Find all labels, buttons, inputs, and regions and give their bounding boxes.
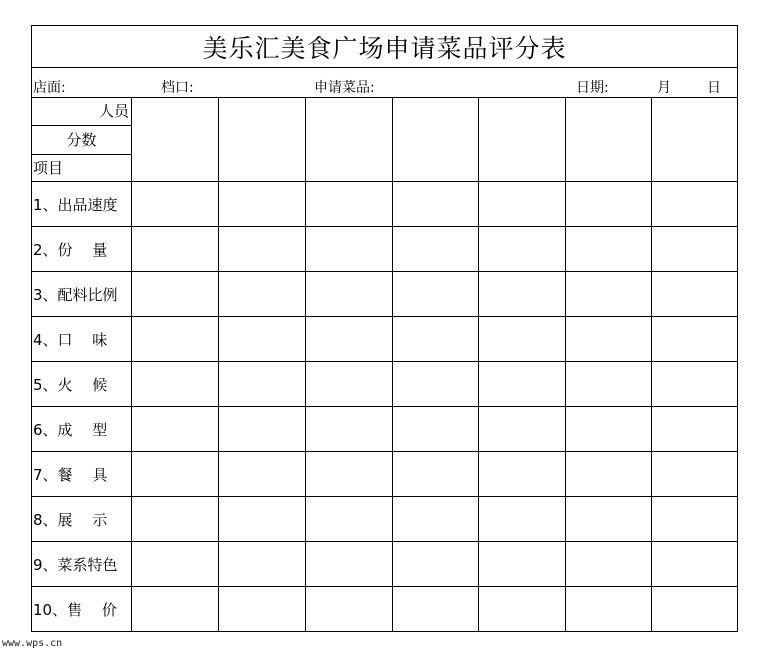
score-cell[interactable] [305,407,392,452]
score-cell[interactable] [131,227,218,272]
score-cell[interactable] [218,227,305,272]
score-cell[interactable] [131,497,218,542]
score-cell[interactable] [218,452,305,497]
score-sheet [31,25,738,665]
score-cell[interactable] [479,497,566,542]
score-cell[interactable] [479,587,566,632]
rater-cell[interactable] [652,98,738,182]
score-cell[interactable] [479,272,566,317]
score-cell[interactable] [218,497,305,542]
table-row [32,227,738,272]
rater-cell[interactable] [131,98,218,182]
table-row [32,272,738,317]
item-label: 10、售 价 [32,587,132,632]
score-cell[interactable] [392,587,479,632]
score-cell[interactable] [652,407,738,452]
score-cell[interactable] [392,542,479,587]
score-cell[interactable] [305,587,392,632]
score-cell[interactable] [566,317,652,362]
score-cell[interactable] [305,272,392,317]
score-cell[interactable] [652,317,738,362]
table-row [32,182,738,227]
item-label: 1、出品速度 [32,182,132,227]
score-cell[interactable] [566,542,652,587]
score-cell[interactable] [218,362,305,407]
score-cell[interactable] [652,452,738,497]
month-label: 月 [657,80,671,96]
score-cell[interactable] [652,272,738,317]
personnel-label: 人员 [32,98,131,126]
table-row [32,362,738,407]
score-cell[interactable] [479,227,566,272]
score-cell[interactable] [305,227,392,272]
item-label: 8、展 示 [32,497,132,542]
score-cell[interactable] [218,587,305,632]
score-cell[interactable] [131,452,218,497]
table-row [32,317,738,362]
score-cell[interactable] [479,317,566,362]
item-label: 3、配料比例 [32,272,132,317]
stall-label: 档口: [161,80,194,96]
score-cell[interactable] [131,587,218,632]
rater-cell[interactable] [305,98,392,182]
score-cell[interactable] [218,542,305,587]
table-row [32,407,738,452]
score-cell[interactable] [131,407,218,452]
info-row [31,67,738,98]
score-cell[interactable] [652,182,738,227]
score-cell[interactable] [218,182,305,227]
score-cell[interactable] [131,317,218,362]
score-cell[interactable] [652,497,738,542]
dish-label: 申请菜品: [314,80,375,96]
rater-cell[interactable] [218,98,305,182]
score-cell[interactable] [218,272,305,317]
score-cell[interactable] [566,272,652,317]
sheet-title: 美乐汇美食广场申请菜品评分表 [31,25,738,68]
diagonal-header-cell [32,98,132,182]
score-cell[interactable] [392,362,479,407]
score-cell[interactable] [131,542,218,587]
score-cell[interactable] [566,497,652,542]
score-cell[interactable] [566,362,652,407]
item-label: 项目 [33,159,64,177]
table-row [32,542,738,587]
table-row [32,497,738,542]
item-label: 5、火 候 [32,362,132,407]
score-table [31,97,738,632]
score-label: 分数 [32,126,131,155]
score-cell[interactable] [218,317,305,362]
score-cell[interactable] [566,227,652,272]
score-cell[interactable] [566,587,652,632]
score-cell[interactable] [392,317,479,362]
score-cell[interactable] [566,182,652,227]
score-cell[interactable] [218,407,305,452]
item-label: 6、成 型 [32,407,132,452]
score-cell[interactable] [566,407,652,452]
score-cell[interactable] [479,542,566,587]
score-cell[interactable] [479,407,566,452]
score-cell[interactable] [479,452,566,497]
score-cell[interactable] [392,227,479,272]
score-cell[interactable] [392,452,479,497]
header-row [32,98,738,182]
score-cell[interactable] [392,272,479,317]
score-cell[interactable] [392,407,479,452]
score-cell[interactable] [131,272,218,317]
item-label: 2、份 量 [32,227,132,272]
rater-cell[interactable] [392,98,479,182]
date-label: 日期: [576,80,609,96]
score-cell[interactable] [652,362,738,407]
score-cell[interactable] [305,497,392,542]
score-cell[interactable] [479,182,566,227]
score-cell[interactable] [652,227,738,272]
score-cell[interactable] [652,587,738,632]
score-cell[interactable] [131,362,218,407]
item-label: 7、餐 具 [32,452,132,497]
watermark: www.wps.cn [2,638,63,649]
item-label: 9、菜系特色 [32,542,132,587]
store-label: 店面: [33,80,66,96]
item-label: 4、口 味 [32,317,132,362]
score-cell[interactable] [305,317,392,362]
rater-cell[interactable] [566,98,652,182]
table-row [32,452,738,497]
day-label: 日 [707,80,721,96]
score-cell[interactable] [305,362,392,407]
table-row [32,587,738,632]
score-cell[interactable] [566,452,652,497]
score-cell[interactable] [479,362,566,407]
score-cell[interactable] [305,452,392,497]
rater-cell[interactable] [479,98,566,182]
score-cell[interactable] [392,182,479,227]
score-cell[interactable] [652,542,738,587]
score-cell[interactable] [305,542,392,587]
score-cell[interactable] [392,497,479,542]
score-cell[interactable] [131,182,218,227]
score-cell[interactable] [305,182,392,227]
